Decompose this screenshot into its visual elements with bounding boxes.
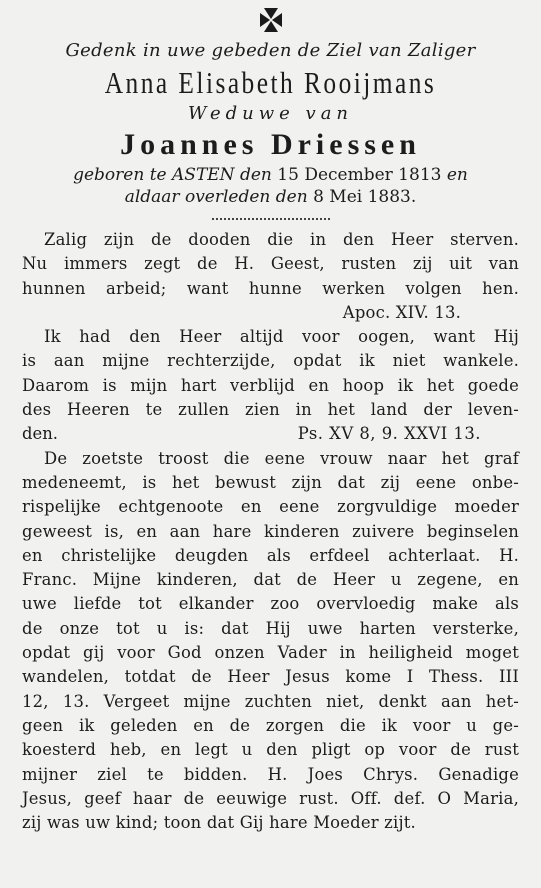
born-date: 15 December 1813: [277, 165, 442, 185]
born-place: ASTEN: [172, 165, 235, 185]
deceased-name: Anna Elisabeth Rooijmans: [104, 65, 437, 100]
body-text: [22, 228, 519, 835]
text-line: geweest is, en aan hare kinderen zuivere beginselen: [22, 521, 519, 541]
scripture-reference: Apoc. XIV. 13.: [342, 302, 461, 322]
text-line: De zoetste troost die eene vrouw naar het graf: [44, 448, 519, 468]
text-line: Nu immers zegt de H. Geest, rusten zij uit van: [22, 254, 519, 274]
text-line: hunnen arbeid; want hunne werken volgen hen.: [22, 278, 519, 298]
text-line: rispelijke echtgenoote en eene zorgvuldige moeder: [22, 497, 519, 517]
psalm-line: [22, 422, 519, 446]
text-line: wandelen, totdat de Heer Jesus kome I Thess. III: [22, 667, 519, 687]
text-line: medeneemt, is het bewust zijn dat zij eene onbe-: [22, 472, 519, 492]
dotted-divider: [212, 218, 330, 220]
text-line: 12, 13. Vergeet mijne zuchten niet, denkt aan het-: [22, 691, 519, 711]
text-line: Zalig zijn de dooden die in den Heer sterven.: [44, 230, 519, 249]
text-line: des Heeren te zullen zien in het land der leven-: [22, 400, 519, 420]
text-line: koesterd heb, en legt u den pligt op voor de rust: [22, 740, 519, 760]
text-line: mijner ziel te bidden. H. Joes Chrys. Genadige: [22, 764, 519, 784]
text-line: Franc. Mijne kinderen, dat de Heer u zegene, en: [22, 570, 519, 590]
text-line: en christelijke deugden als erfdeel achterlaat. H.: [22, 545, 519, 565]
died-date: 8 Mei 1883.: [313, 187, 417, 207]
text-line: de onze tot u is: dat Hij uwe harten versterke,: [22, 618, 519, 638]
text-line: uwe liefde tot elkander zoo overvloedig make als: [22, 594, 519, 614]
widow-of-label: Weduwe van: [187, 103, 354, 124]
born-den: den: [239, 165, 272, 185]
text-line: is aan mijne rechterzijde, opdat ik niet wankele.: [22, 351, 519, 371]
text-line: opdat gij voor God onzen Vader in heiligheid moget: [22, 643, 519, 663]
text-line: Ik had den Heer altijd voor oogen, want Hij: [44, 327, 519, 347]
text-line: zij was uw kind; toon dat Gij hare Moeder zijt.: [22, 813, 416, 833]
text-line: geen ik geleden en de zorgen die ik voor u ge-: [22, 715, 519, 735]
maltese-cross-icon: [22, 6, 519, 36]
born-en: en: [446, 165, 468, 185]
born-label: geboren te: [73, 165, 167, 185]
death-line: [22, 186, 519, 208]
text-line: Daarom is mijn hart verblijd en hoop ik het goede: [22, 375, 519, 395]
husband-name: Joannes Driessen: [120, 128, 421, 161]
text-line: den.: [22, 424, 58, 444]
text-line: Jesus, geef haar de eeuwige rust. Off. def. O Maria,: [22, 788, 519, 808]
died-label: aldaar overleden den: [124, 187, 308, 207]
birth-line: [22, 164, 519, 186]
intro-line: Gedenk in uwe gebeden de Ziel van Zaliger: [65, 40, 476, 61]
scripture-reference: Ps. XV 8, 9. XXVI 13.: [297, 424, 481, 444]
